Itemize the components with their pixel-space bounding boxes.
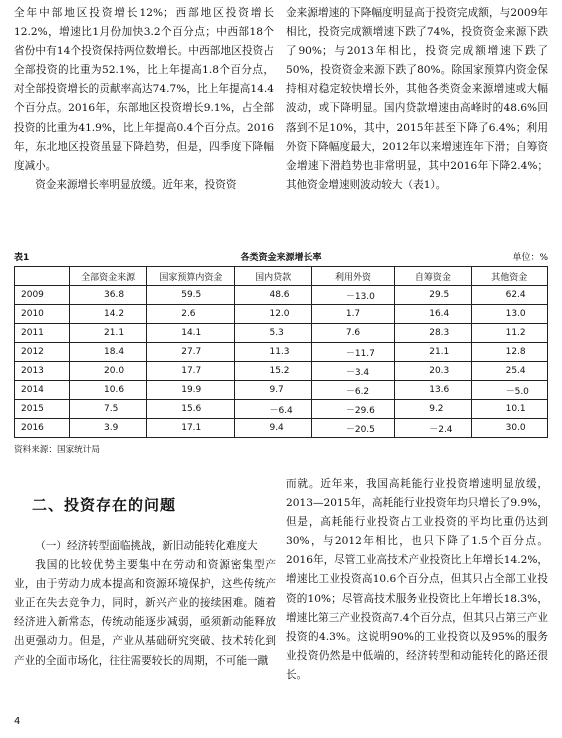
table-source: 资料来源：国家统计局: [14, 445, 100, 455]
value-cell: 13.0: [471, 305, 547, 324]
table-header-row: [15, 267, 548, 286]
year-cell: 2013: [15, 362, 70, 381]
value-cell: －6.2: [311, 381, 394, 400]
value-cell: －29.6: [311, 400, 394, 419]
value-cell: 15.2: [235, 362, 311, 381]
value-cell: 28.3: [395, 324, 471, 343]
header-cell: 全部资金来源: [70, 267, 147, 286]
value-cell: 12.8: [471, 343, 547, 362]
value-cell: 30.0: [471, 419, 547, 438]
value-cell: 25.4: [471, 362, 547, 381]
value-cell: 21.1: [395, 343, 471, 362]
table-row: [15, 419, 548, 438]
table-section: [14, 250, 548, 455]
value-cell: 11.3: [235, 343, 311, 362]
funding-growth-table: [14, 266, 548, 438]
paragraph: 金来源增速的下降幅度明显高于投资完成额，与2009年相比，投资完成额增速下跌了74%，投资资金来源下跌了90%；与2013年相比，投资完成额增速下跌了50%，投资资金来源下跌了80%。除国家预算内资金保持相对稳定较快增长外，其他各类资金来源增速或大幅波动，或下降明显。国内贷款增速由高峰时的48.6%回落到不足10%，其中，2015年甚至下降了6.4%；利用外资下降幅度最大，2012年以来增速连年下滑；自筹资金增速下滑趋势也非常明显，其中2016年下降2.4%；其他资金增速则波动较大（表1）。: [286, 7, 548, 191]
table-row: [15, 286, 548, 305]
value-cell: 13.6: [395, 381, 471, 400]
table-row: [15, 343, 548, 362]
value-cell: 14.2: [70, 305, 147, 324]
value-cell: 1.7: [311, 305, 394, 324]
value-cell: 27.7: [147, 343, 235, 362]
year-cell: 2010: [15, 305, 70, 324]
top-left-column: [14, 4, 274, 195]
table-row: [15, 400, 548, 419]
value-cell: 12.0: [235, 305, 311, 324]
value-cell: 3.9: [70, 419, 147, 438]
year-cell: 2016: [15, 419, 70, 438]
header-cell: 利用外资: [311, 267, 394, 286]
value-cell: －11.7: [311, 343, 394, 362]
paragraph: 资金来源增长率明显放缓。近年来，投资资: [35, 178, 237, 191]
value-cell: 15.6: [147, 400, 235, 419]
year-cell: 2011: [15, 324, 70, 343]
value-cell: 7.6: [311, 324, 394, 343]
year-cell: 2012: [15, 343, 70, 362]
page-number: 4: [14, 716, 21, 727]
bottom-right-column: [286, 475, 548, 685]
table-unit: 单位：%: [512, 253, 548, 263]
table-row: [15, 362, 548, 381]
value-cell: 20.3: [395, 362, 471, 381]
value-cell: －3.4: [311, 362, 394, 381]
value-cell: 62.4: [471, 286, 547, 305]
value-cell: 36.8: [70, 286, 147, 305]
value-cell: 2.6: [147, 305, 235, 324]
value-cell: 9.4: [235, 419, 311, 438]
value-cell: 14.1: [147, 324, 235, 343]
value-cell: 9.7: [235, 381, 311, 400]
section-heading: 二、投资存在的问题: [32, 496, 177, 514]
table-row: [15, 324, 548, 343]
value-cell: 5.3: [235, 324, 311, 343]
year-cell: 2009: [15, 286, 70, 305]
paragraph: 我国的比较优势主要集中在劳动和资源密集型产业，由于劳动力成本提高和资源环境保护，这些传统产业正在失去竞争力，同时，新兴产业的接续困难。随着经济进入新常态，传统动能逐步减弱，亟须新动能释放出更强动力。但是，产业从基础研究突破、技术转化到产业的全面市场化，往往需要较长的周期，不可能一蹴: [14, 559, 276, 667]
table-number: 表1: [14, 253, 30, 263]
header-cell: 自筹资金: [395, 267, 471, 286]
table-row: [15, 381, 548, 400]
value-cell: 18.4: [70, 343, 147, 362]
value-cell: －5.0: [471, 381, 547, 400]
value-cell: 21.1: [70, 324, 147, 343]
table-header: [14, 250, 548, 266]
value-cell: 48.6: [235, 286, 311, 305]
bottom-left-column: [14, 537, 276, 671]
value-cell: 10.1: [471, 400, 547, 419]
value-cell: 19.9: [147, 381, 235, 400]
year-cell: 2015: [15, 400, 70, 419]
value-cell: 11.2: [471, 324, 547, 343]
value-cell: －6.4: [235, 400, 311, 419]
paragraph: 全年中部地区投资增长12%；西部地区投资增长12.2%，增速比1月份加快3.2个百分点；中西部18个省份中有14个投资保持两位数增长。中西部地区投资占全部投资的比重为52.1%，比上年提高1.8个百分点，对全部投资增长的贡献率高达74.7%，比上年提高14.4个百分点。2016年，东部地区投资增长9.1%，占全部投资的比重为41.9%，比上年提高0.4个百分点。2016年，东北地区投资虽显下降趋势，但是，四季度下降幅度减小。: [14, 7, 274, 172]
top-right-column: [286, 4, 548, 195]
subsection-heading: （一）经济转型面临挑战，新旧动能转化难度大: [35, 540, 258, 552]
value-cell: 17.1: [147, 419, 235, 438]
value-cell: －2.4: [395, 419, 471, 438]
year-cell: 2014: [15, 381, 70, 400]
value-cell: 10.6: [70, 381, 147, 400]
header-cell: 其他资金: [471, 267, 547, 286]
header-cell: [15, 267, 70, 286]
value-cell: 20.0: [70, 362, 147, 381]
value-cell: 59.5: [147, 286, 235, 305]
table-row: [15, 305, 548, 324]
value-cell: 17.7: [147, 362, 235, 381]
paragraph: 而就。近年来，我国高耗能行业投资增速明显放缓，2013—2015年，高耗能行业投资年均只增长了9.9%，但是，高耗能行业投资占工业投资的平均比重仍达到30%，与2012年相比，也只下降了1.5个百分点。2016年，尽管工业高技术产业投资比上年增长14.2%，增速比工业投资高10.6个百分点，但其只占全部工业投资的10%；尽管高技术服务业投资比上年增长18.3%，增速比第三产业投资高7.4个百分点，但其只占第三产业投资的4.3%。这说明90%的工业投资以及95%的服务业投资仍然是中低端的，经济转型和动能转化的路还很长。: [286, 478, 548, 681]
value-cell: 7.5: [70, 400, 147, 419]
value-cell: 16.4: [395, 305, 471, 324]
value-cell: 9.2: [395, 400, 471, 419]
header-cell: 国家预算内资金: [147, 267, 235, 286]
value-cell: －20.5: [311, 419, 394, 438]
value-cell: 29.5: [395, 286, 471, 305]
value-cell: －13.0: [311, 286, 394, 305]
table-title: 各类资金来源增长率: [240, 253, 322, 263]
header-cell: 国内贷款: [235, 267, 311, 286]
